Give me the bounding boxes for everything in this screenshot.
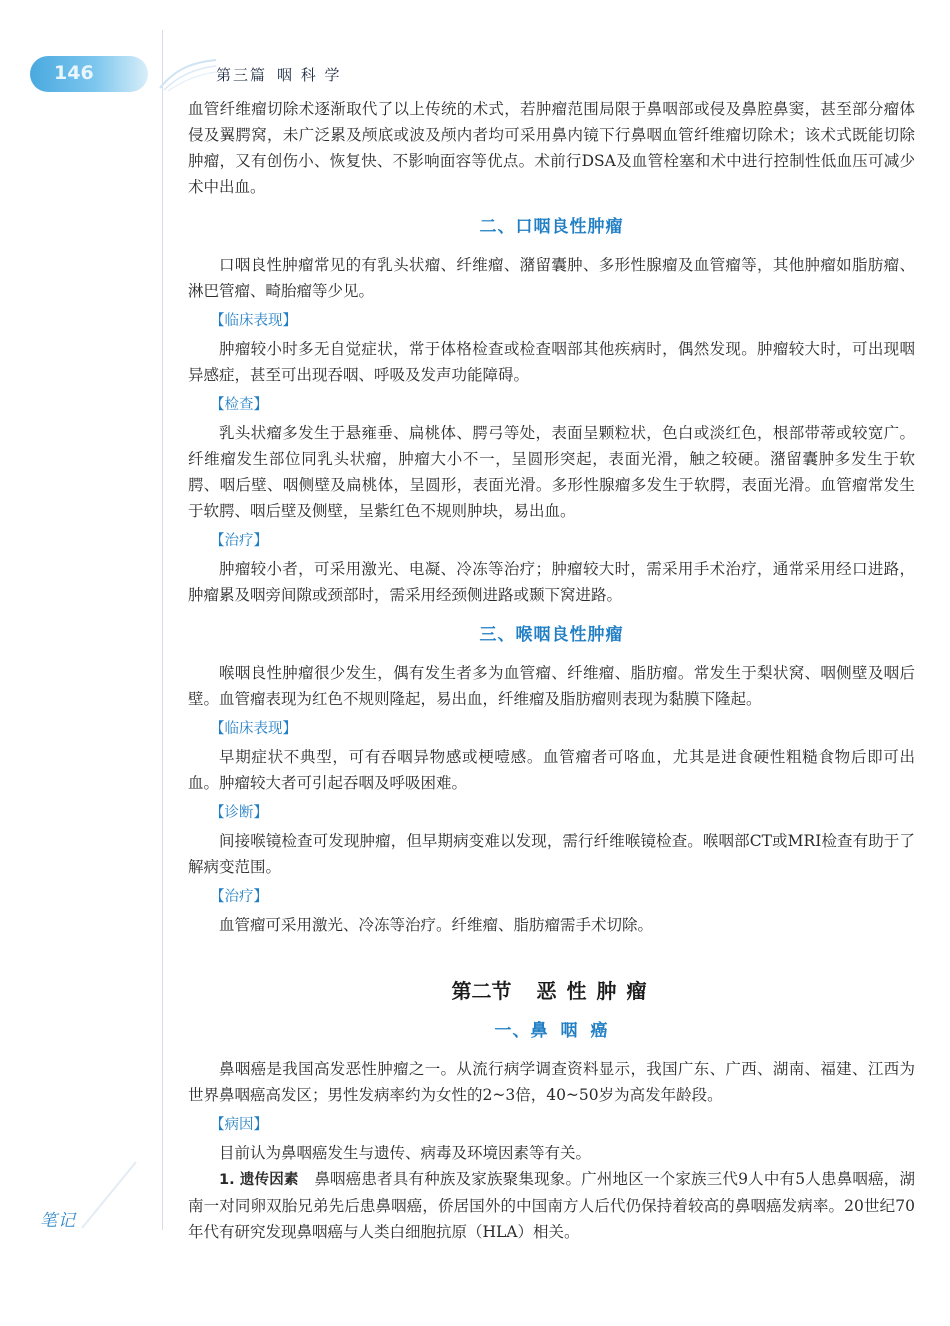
npc-intro: 鼻咽癌是我国高发恶性肿瘤之一。从流行病学调查资料显示，我国广东、广西、湖南、福建、江西为世界鼻咽癌高发区；男性发病率约为女性的2~3倍，40~50岁为高发年龄段。	[188, 1060, 915, 1104]
oropharynx-exam-text: 乳头状瘤多发生于悬雍垂、扁桃体、腭弓等处，表面呈颗粒状，色白或淡红色，根部带蒂或较宽广。纤维瘤发生部位同乳头状瘤，肿瘤大小不一，呈圆形突起，表面光滑，触之较硬。潴留囊肿多发生于软腭、咽后壁、咽侧壁及扁桃体，呈圆形，表面光滑。多形性腺瘤多发生于软腭，表面光滑。血管瘤常发生于软腭、咽后壁及侧壁，呈紫红色不规则肿块，易出血。	[188, 424, 915, 520]
section-title-npc	[188, 1018, 915, 1044]
section-title-oropharynx: 二、口咽良性肿瘤	[479, 217, 624, 237]
npc-genetic-text: 鼻咽癌患者具有种族及家族聚集现象。广州地区一个家族三代9人中有5人患鼻咽癌，湖南一对同卵双胎兄弟先后患鼻咽癌，侨居国外的中国南方人后代仍保持着较高的鼻咽癌发病率。20世纪70年代有研究发现鼻咽癌与人类白细胞抗原（HLA）相关。	[188, 1170, 915, 1241]
header-part: 第三篇	[216, 66, 268, 84]
hypopharynx-clinical-text: 早期症状不典型，可有吞咽异物感或梗噎感。血管瘤者可咯血，尤其是进食硬性粗糙食物后即可出血。肿瘤较大者可引起吞咽及呼吸困难。	[188, 748, 915, 792]
oropharynx-clinical-text: 肿瘤较小时多无自觉症状，常于体格检查或检查咽部其他疾病时，偶然发现。肿瘤较大时，可出现咽异感症，甚至可出现吞咽、呼吸及发声功能障碍。	[188, 340, 915, 384]
npc-cause-tag: 【病因】	[210, 1117, 268, 1133]
margin-divider	[162, 30, 163, 1230]
npc-genetic-label: 1. 遗传因素	[219, 1172, 299, 1188]
intro-paragraph: 血管纤维瘤切除术逐渐取代了以上传统的术式，若肿瘤范围局限于鼻咽部或侵及鼻腔鼻窦，甚至部分瘤体侵及翼腭窝，未广泛累及颅底或波及颅内者均可采用鼻内镜下行鼻咽血管纤维瘤切除术；该术式既能切除肿瘤，又有创伤小、恢复快、不影响面容等优点。术前行DSA及血管栓塞和术中进行控制性低血压可减少术中出血。	[188, 100, 915, 196]
running-header	[216, 64, 342, 85]
oropharynx-treat-tag: 【治疗】	[210, 533, 268, 549]
page-number: 146	[54, 62, 94, 84]
decorative-swoosh-icon	[158, 58, 218, 92]
chapter-number: 第二节	[451, 979, 512, 1003]
header-subject: 咽 科 学	[277, 66, 342, 84]
hypopharynx-intro: 喉咽良性肿瘤很少发生，偶有发生者多为血管瘤、纤维瘤、脂肪瘤。常发生于梨状窝、咽侧壁及咽后壁。血管瘤表现为红色不规则隆起，易出血，纤维瘤及脂肪瘤则表现为黏膜下隆起。	[188, 664, 915, 708]
notes-decoration-icon	[78, 1160, 138, 1230]
npc-title-prefix: 一、鼻	[494, 1021, 549, 1041]
chapter-char-3: 肿	[596, 979, 617, 1003]
npc-title-char-3: 癌	[590, 1021, 609, 1041]
notes-margin-label: 笔记	[40, 1211, 76, 1231]
hypopharynx-treat-text: 血管瘤可采用激光、冷冻等治疗。纤维瘤、脂肪瘤需手术切除。	[219, 916, 654, 934]
hypopharynx-diag-text: 间接喉镜检查可发现肿瘤，但早期病变难以发现，需行纤维喉镜检查。喉咽部CT或MRI检查有助于了解病变范围。	[188, 832, 915, 876]
chapter-title	[188, 978, 915, 1004]
oropharynx-clinical-tag: 【临床表现】	[210, 313, 297, 329]
npc-cause-text: 目前认为鼻咽癌发生与遗传、病毒及环境因素等有关。	[219, 1144, 592, 1162]
section-title-hypopharynx: 三、喉咽良性肿瘤	[479, 625, 624, 645]
hypopharynx-clinical-tag: 【临床表现】	[210, 721, 297, 737]
chapter-char-4: 瘤	[626, 979, 647, 1003]
page-content	[188, 96, 915, 1245]
npc-genetic-paragraph	[188, 1166, 915, 1245]
hypopharynx-diag-tag: 【诊断】	[210, 805, 268, 821]
chapter-char-1: 恶	[536, 979, 557, 1003]
hypopharynx-treat-tag: 【治疗】	[210, 889, 268, 905]
npc-title-char-2: 咽	[560, 1021, 579, 1041]
oropharynx-treat-text: 肿瘤较小者，可采用激光、电凝、冷冻等治疗；肿瘤较大时，需采用手术治疗，通常采用经口进路，肿瘤累及咽旁间隙或颈部时，需采用经颈侧进路或颞下窝进路。	[188, 560, 915, 604]
chapter-char-2: 性	[566, 979, 587, 1003]
oropharynx-exam-tag: 【检查】	[210, 397, 268, 413]
oropharynx-intro: 口咽良性肿瘤常见的有乳头状瘤、纤维瘤、潴留囊肿、多形性腺瘤及血管瘤等，其他肿瘤如脂肪瘤、淋巴管瘤、畸胎瘤等少见。	[188, 256, 915, 300]
